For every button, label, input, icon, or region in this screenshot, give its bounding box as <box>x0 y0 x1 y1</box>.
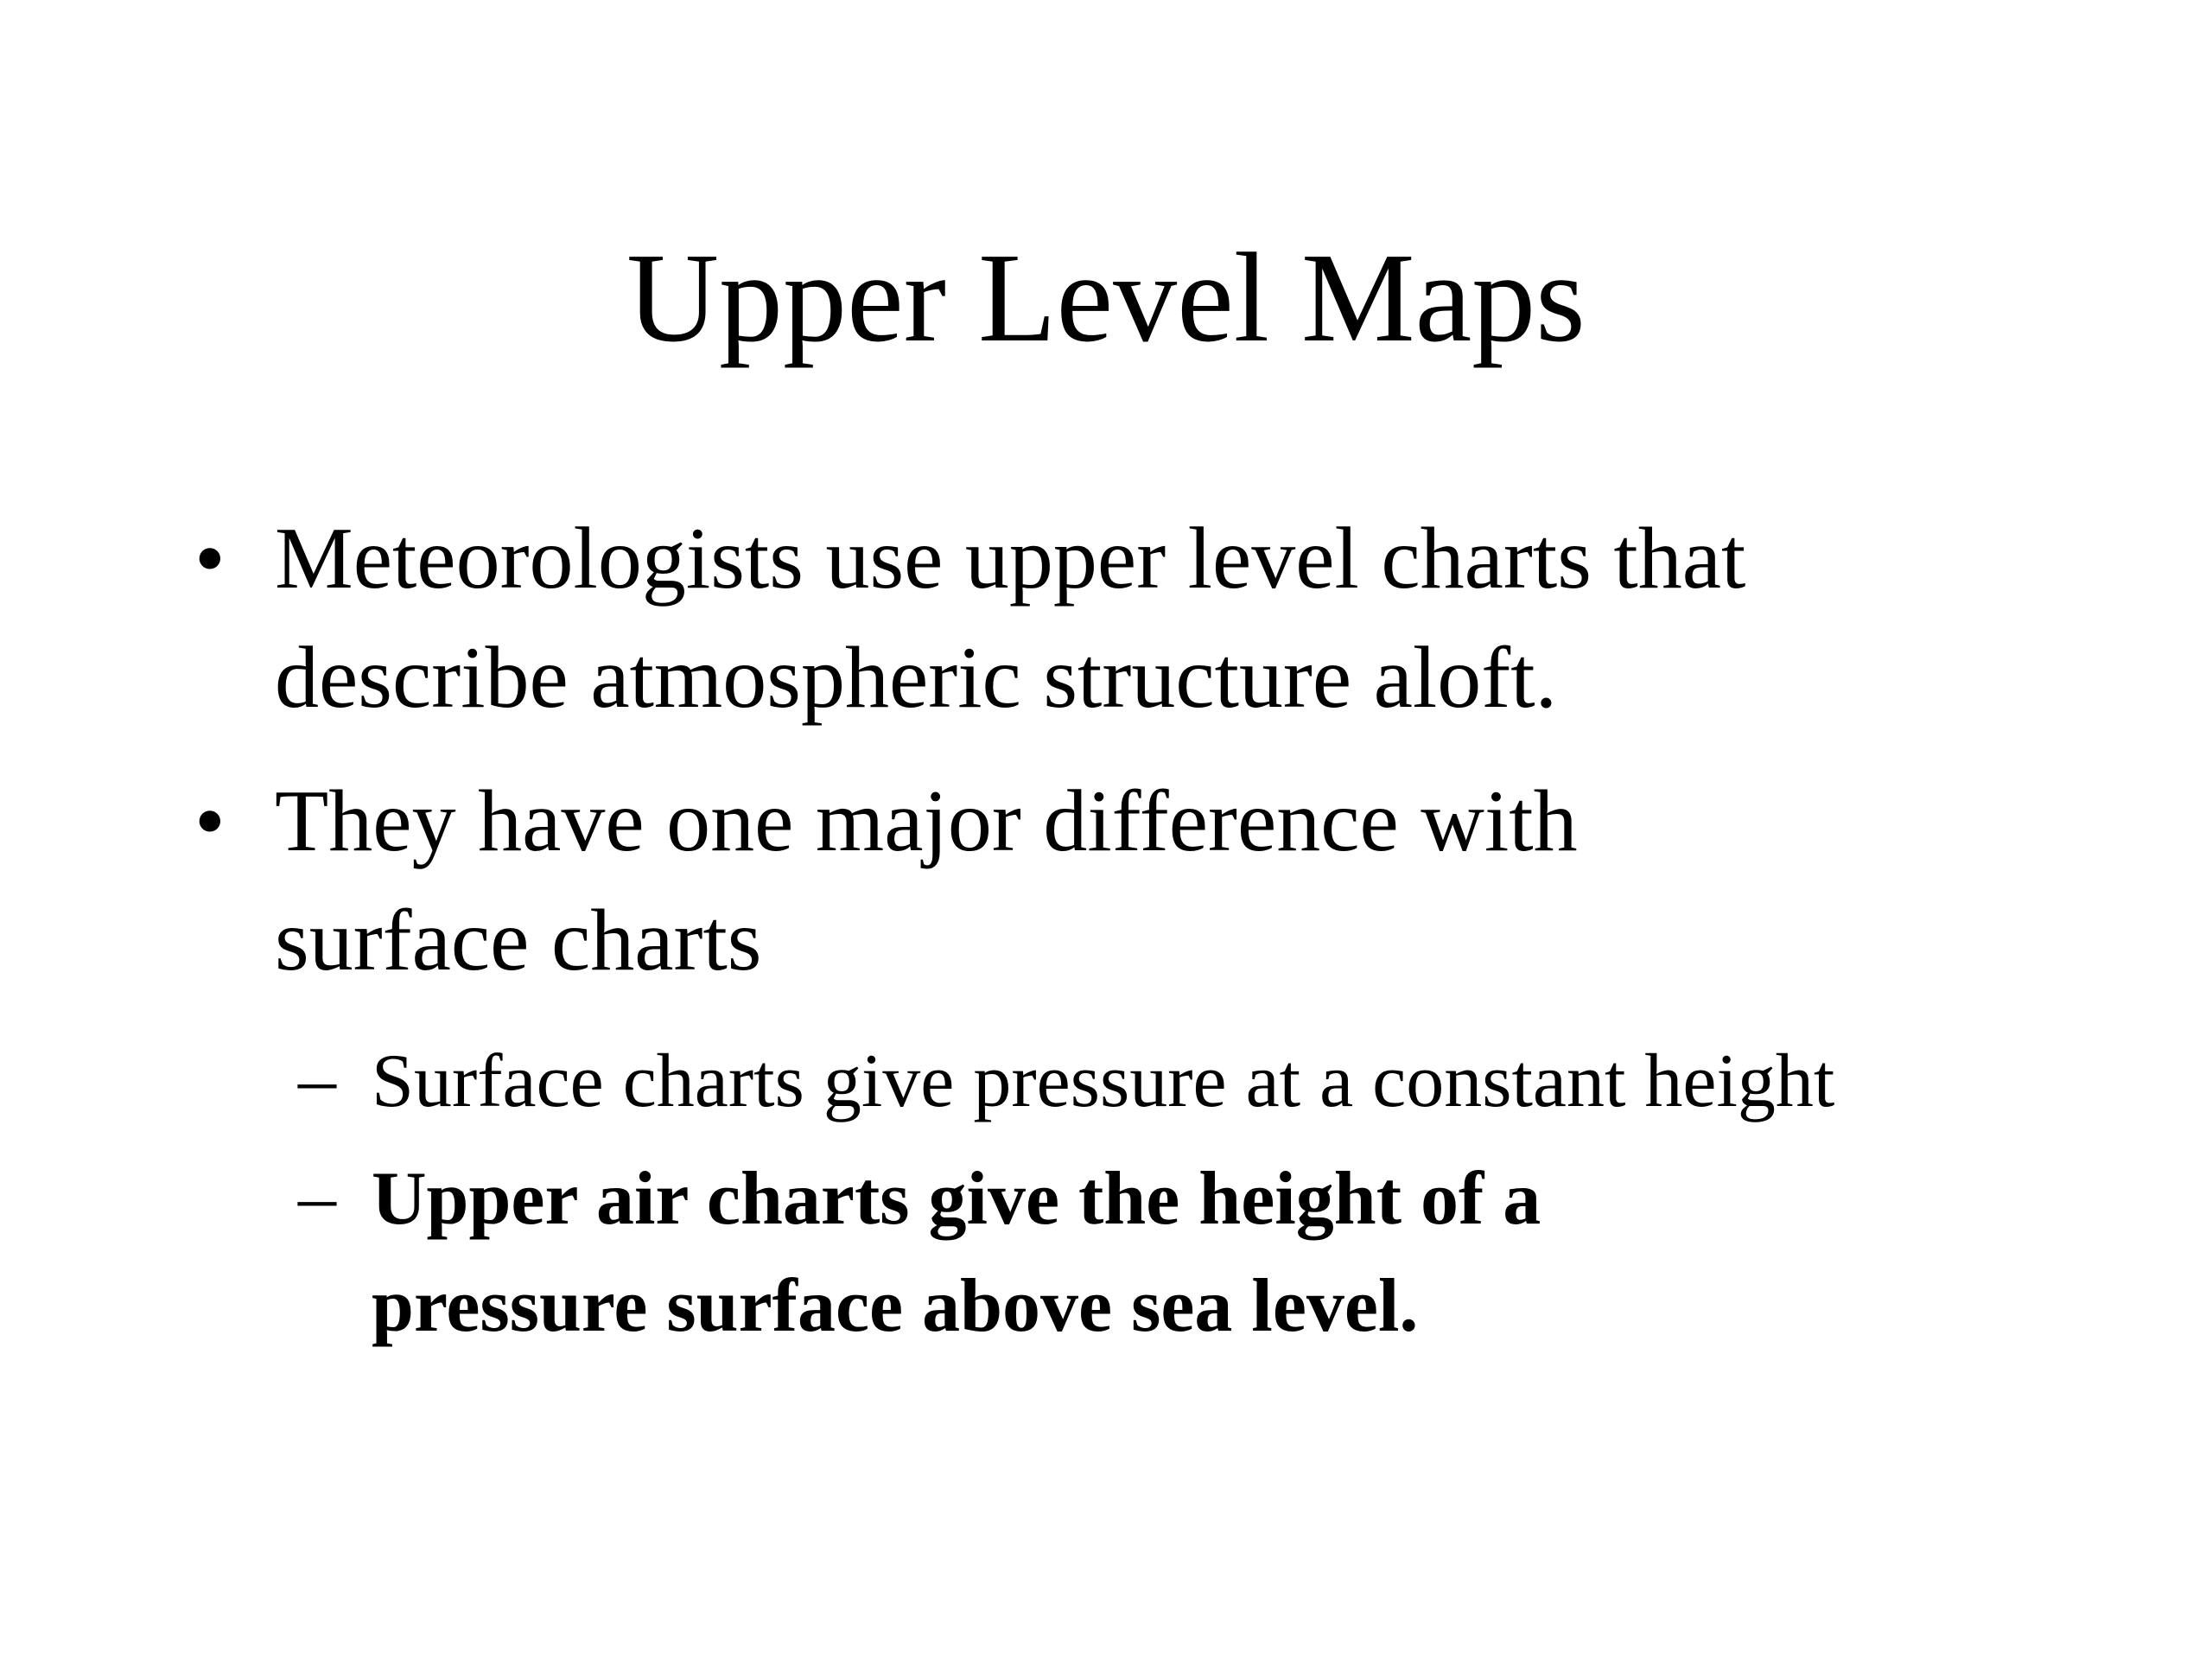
sub-bullet-item-2: Upper air charts give the height of a pressure surface above sea level. <box>372 1157 1541 1348</box>
bullet-item-2: They have one major difference with surface charts <box>275 772 1578 989</box>
bullet-item-1: Meteorologists use upper level charts that describe atmospheric structure aloft. <box>275 510 1746 727</box>
slide-title: Upper Level Maps <box>626 227 1586 369</box>
sub-bullet-marker: – <box>298 1155 336 1239</box>
sub-bullet-marker: – <box>298 1038 336 1122</box>
sub-bullet-item-1: Surface charts give pressure at a constant height <box>372 1039 1835 1123</box>
bullet-marker: • <box>194 772 226 870</box>
bullet-marker: • <box>194 510 226 607</box>
